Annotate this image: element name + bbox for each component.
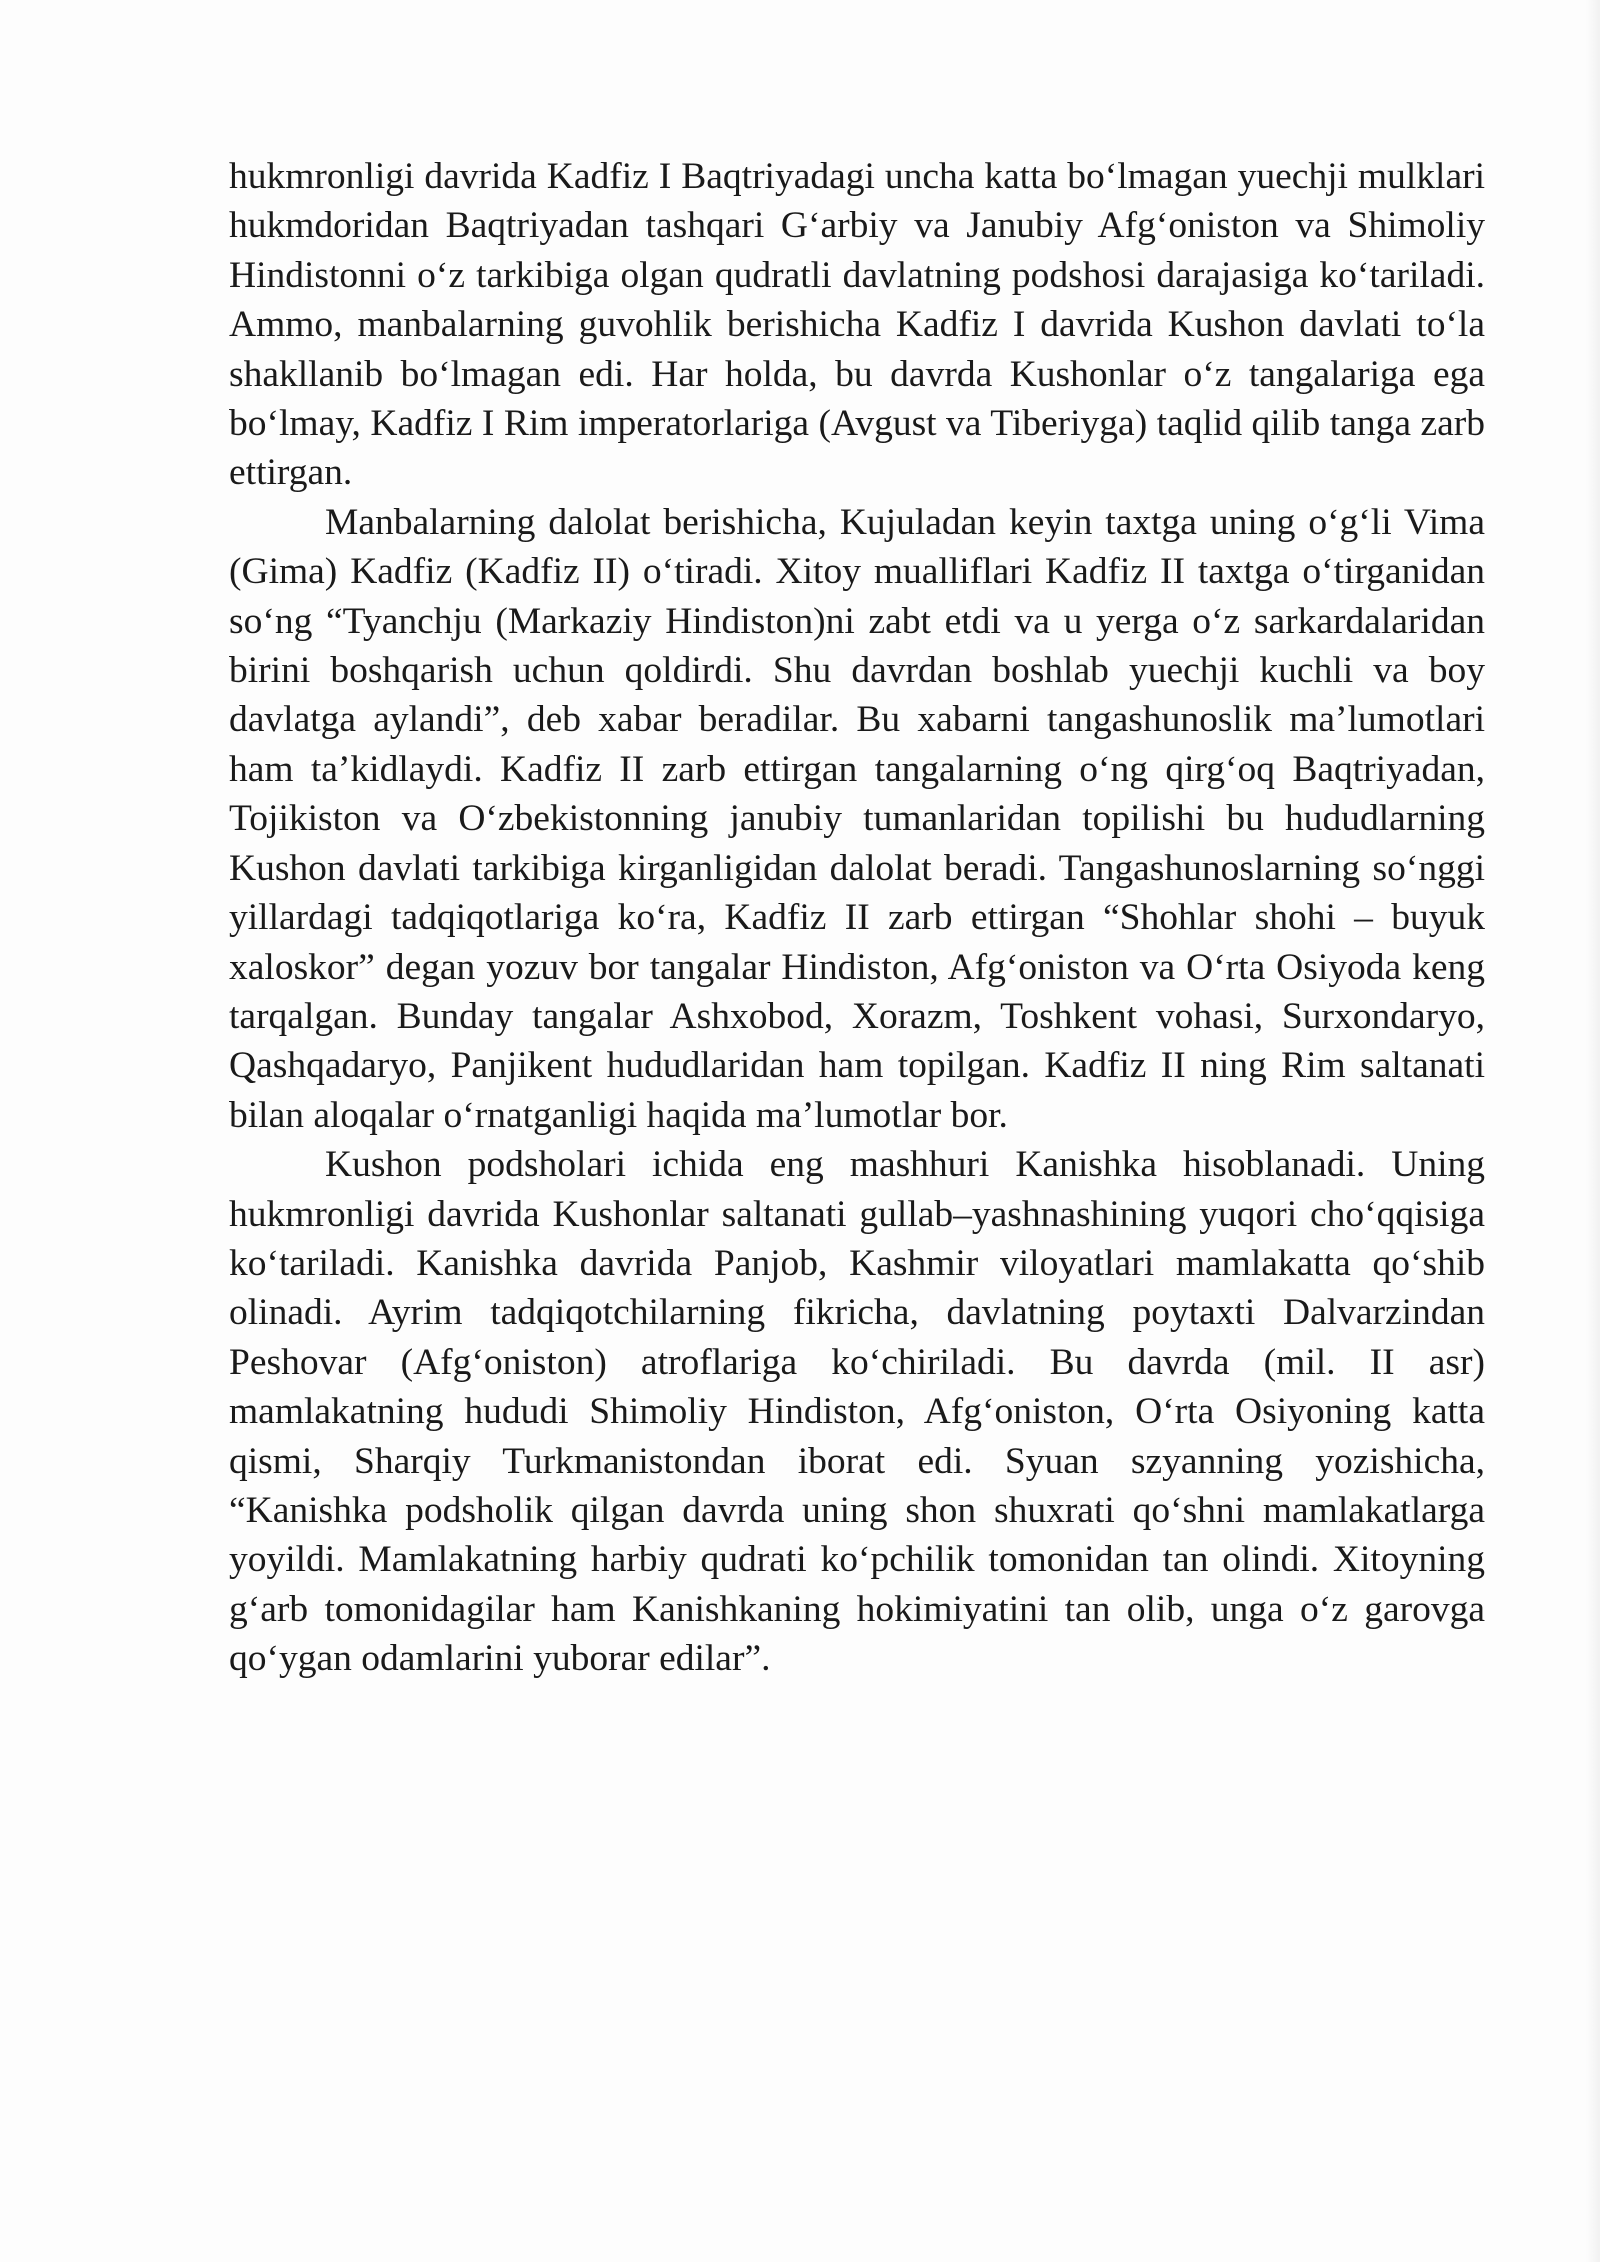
paragraph-kadfiz-ii: Manbalarning dalolat berishicha, Kujuladan keyin taxtga uning o‘g‘li Vima (Gima) Kadfiz (Kadfiz II) o‘tiradi. Xitoy mualliflari Kadfiz II taxtga o‘tirganidan so‘ng “Tyanchju (Markaziy Hindiston)ni zabt etdi va u yerga o‘z sarkardalaridan birini boshqarish uchun qoldirdi. Shu davrdan boshlab yuechji kuchli va boy davlatga aylandi”, deb xabar beradilar. Bu xabarni tangashunoslik ma’lumotlari ham ta’kidlaydi. Kadfiz II zarb ettirgan tangalarning o‘ng qirg‘oq Baqtriyadan, Tojikiston va O‘zbekistonning janubiy tumanlaridan topilishi bu hududlarning Kushon davlati tarkibiga kirganligidan dalolat beradi. Tangashunoslarning so‘nggi yillardagi tadqiqotlariga ko‘ra, Kadfiz II zarb ettirgan “Shohlar shohi – buyuk xaloskor” degan yozuv bor tangalar Hindiston, Afg‘oniston va O‘rta Osiyoda keng tarqalgan. Bunday tangalar Ashxobod, Xorazm, Toshkent vohasi, Surxondaryo, Qashqadaryo, Panjikent hududlaridan ham topilgan. Kadfiz II ning Rim saltanati bilan aloqalar o‘rnatganligi haqida ma’lumotlar bor. xyxy=(229,501,1485,1136)
paragraph-kanishka: Kushon podsholari ichida eng mashhuri Kanishka hisoblanadi. Uning hukmronligi davrida Kushonlar saltanati gullab–yashnashining yuqori cho‘qqisiga ko‘tariladi. Kanishka davrida Panjob, Kashmir viloyatlari mamlakatta qo‘shib olinadi. Ayrim tadqiqotchilarning fikricha, davlatning poytaxti Dalvarzindan Peshovar (Afg‘oniston) atroflariga ko‘chiriladi. Bu davrda (mil. II asr) mamlakatning hududi Shimoliy Hindiston, Afg‘oniston, O‘rta Osiyoning katta qismi, Sharqiy Turkmanistondan iborat edi. Syuan szyanning yozishicha, “Kanishka podsholik qilgan davrda uning shon shuxrati qo‘shni mamlakatlarga yoyildi. Mamlakatning harbiy qudrati ko‘pchilik tomonidan tan olindi. Xitoyning g‘arb tomonidagilar ham Kanishkaning hokimiyatini tan olib, unga o‘z garovga qo‘ygan odamlarini yuborar edilar”. xyxy=(229,1144,1485,1680)
paragraph-continuation: hukmronligi davrida Kadfiz I Baqtriyadagi uncha katta bo‘lmagan yuechji mulklari hukmdoridan Baqtriyadan tashqari G‘arbiy va Janubiy Afg‘oniston va Shimoliy Hindistonni o‘z tarkibiga olgan qudratli davlatning podshosi darajasiga ko‘tariladi. Ammo, manbalarning guvohlik berishicha Kadfiz I davrida Kushon davlati to‘la shakllanib bo‘lmagan edi. Har holda, bu davrda Kushonlar o‘z tangalariga ega bo‘lmay, Kadfiz I Rim imperatorlariga (Avgust va Tiberiyga) taqlid qilib tanga zarb ettirgan. xyxy=(229,156,1485,494)
page-edge-shadow xyxy=(1586,0,1600,2262)
body-text xyxy=(229,152,1485,1684)
